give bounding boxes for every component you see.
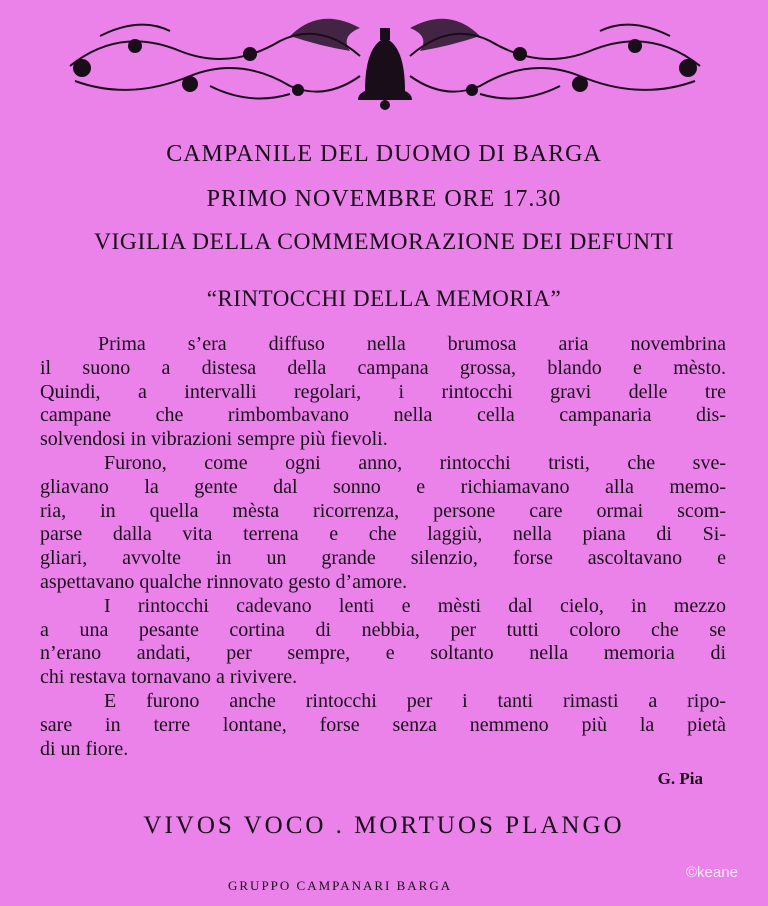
text-line: a una pesante cortina di nebbia, per tutti coloro che se — [40, 618, 726, 641]
motto: VIVOS VOCO . MORTUOS PLANGO — [143, 812, 625, 839]
text-line: n’erano andati, per sempre, e soltanto nella memoria di — [40, 642, 726, 665]
text-line: il suono a distesa della campana grossa, blando e mèsto. — [40, 356, 726, 379]
text-line: Prima s’era diffuso nella brumosa aria novembrina — [98, 333, 726, 355]
paragraph — [40, 452, 726, 595]
text-line: E furono anche rintocchi per i tanti rimasti a ripo- — [104, 689, 726, 712]
paragraph — [40, 333, 726, 452]
text-line: gliavano la gente dal sonno e richiamavano alla memo- — [40, 475, 726, 498]
watermark: ©keane — [686, 864, 738, 881]
text-line: di un fiore. — [40, 737, 129, 760]
text-line: Quindi, a intervalli regolari, i rintocchi gravi delle tre — [40, 380, 726, 403]
body-text — [40, 333, 726, 761]
signature: G. Pia — [657, 769, 703, 788]
heading-line-2: PRIMO NOVEMBRE ORE 17.30 — [206, 186, 562, 212]
text-line: gliari, avvolte in un grande silenzio, forse ascoltavano e — [40, 547, 726, 570]
text-line: aspettavano qualche rinnovato gesto d’amore. — [40, 570, 408, 593]
text-line: Furono, come ogni anno, rintocchi tristi, che sve- — [104, 451, 726, 474]
text-line: parse dalla vita terrena e che laggiù, nella piana di Si- — [40, 523, 726, 546]
heading-line-1: CAMPANILE DEL DUOMO DI BARGA — [166, 141, 602, 167]
footer-credit: GRUPPO CAMPANARI BARGA — [228, 878, 453, 893]
poem-title: “RINTOCCHI DELLA MEMORIA” — [206, 286, 562, 311]
text-line: chi restava tornavano a rivivere. — [40, 666, 298, 689]
text-line: solvendosi in vibrazioni sempre più fievoli. — [40, 428, 388, 451]
text-line: I rintocchi cadevano lenti e mèsti dal cielo, in mezzo — [104, 594, 726, 617]
text-line: sare in terre lontane, forse senza nemmeno più la pietà — [40, 713, 726, 736]
bell-angels-ornament — [60, 6, 710, 110]
text-line: campane che rimbombavano nella cella campanaria dis- — [40, 404, 726, 427]
text-line: ria, in quella mèsta ricorrenza, persone care ormai scom- — [40, 499, 726, 522]
paragraph — [40, 595, 726, 690]
heading-line-3: VIGILIA DELLA COMMEMORAZIONE DEI DEFUNTI — [93, 229, 675, 255]
paragraph — [40, 690, 726, 761]
